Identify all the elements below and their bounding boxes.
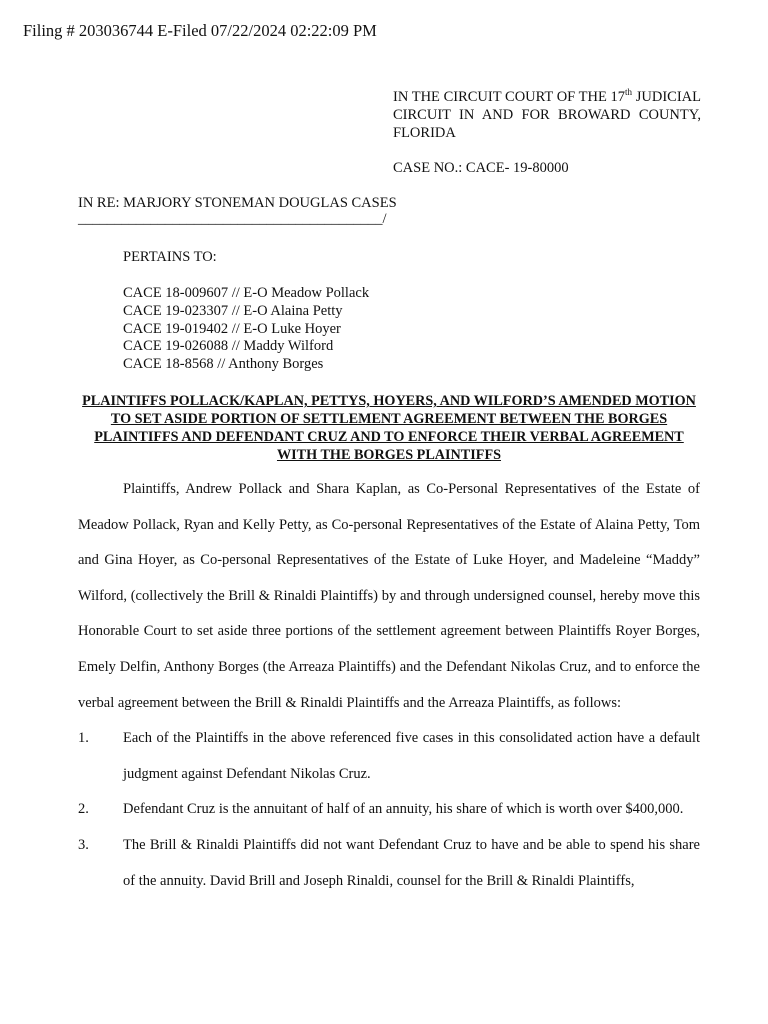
court-caption [393, 88, 701, 142]
paragraph-number: 2. [78, 801, 89, 818]
paragraph-number: 3. [78, 836, 89, 853]
numbered-paragraph [78, 792, 700, 828]
numbered-paragraph [78, 721, 700, 792]
case-list [123, 285, 369, 374]
case-list-item: CACE 19-023307 // E-O Alaina Petty [123, 302, 343, 319]
case-list-item: CACE 18-009607 // E-O Meadow Pollack [123, 285, 370, 301]
pertains-to-label: PERTAINS TO: [123, 249, 217, 265]
caption-rule: __________________________________________/ [78, 211, 387, 227]
court-caption-rest: JUDICIAL CIRCUIT IN AND FOR BROWARD COUNTY, FLORIDA [393, 89, 701, 141]
paragraph-number: 1. [78, 730, 89, 747]
court-caption-text: IN THE CIRCUIT COURT OF THE 17 [393, 89, 626, 105]
motion-title: PLAINTIFFS POLLACK/KAPLAN, PETTYS, HOYERS, AND WILFORD’S AMENDED MOTION TO SET ASIDE PORTION OF SETTLEMENT AGREEMENT BETWEEN THE BORGES PLAINTIFFS AND DEFENDANT CRUZ AND TO ENFORCE THEIR VERBAL AGREEMENT WITH THE BORGES PLAINTIFFS [82, 393, 696, 463]
in-re-caption: IN RE: MARJORY STONEMAN DOUGLAS CASES [78, 195, 397, 211]
paragraph-text: Defendant Cruz is the annuitant of half of an annuity, his share of which is worth over $400,000. [123, 801, 684, 818]
paragraph-text: The Brill & Rinaldi Plaintiffs did not want Defendant Cruz to have and be able to spend his share of the annuity. David Brill and Joseph Rinaldi, counsel for the Brill & Rinaldi Plaintiffs, [123, 836, 700, 889]
numbered-paragraph [78, 828, 700, 899]
case-list-item: CACE 19-026088 // Maddy Wilford [123, 338, 334, 355]
case-number: CASE NO.: CACE- 19-80000 [393, 160, 569, 176]
court-circuit-ordinal: th [625, 87, 633, 98]
filing-header: Filing # 203036744 E-Filed 07/22/2024 02:22:09 PM [23, 21, 377, 40]
intro-paragraph: Plaintiffs, Andrew Pollack and Shara Kaplan, as Co-Personal Representatives of the Estate of Meadow Pollack, Ryan and Kelly Petty, as Co-personal Representatives of the Estate of Alaina Petty, Tom and Gina Hoyer, as Co-personal Representatives of the Estate of Luke Hoyer, and Madeleine “Maddy” Wilford, (collectively the Brill & Rinaldi Plaintiffs) by and through undersigned counsel, hereby move this Honorable Court to set aside three portions of the settlement agreement between Plaintiffs Royer Borges, Emely Delfin, Anthony Borges (the Arreaza Plaintiffs) and the Defendant Nikolas Cruz, and to enforce the verbal agreement between the Brill & Rinaldi Plaintiffs and the Arreaza Plaintiffs, as follows: [78, 481, 700, 711]
paragraph-text: Each of the Plaintiffs in the above referenced five cases in this consolidated action have a default judgment against Defendant Nikolas Cruz. [123, 730, 700, 782]
motion-body [78, 472, 700, 899]
case-list-item: CACE 19-019402 // E-O Luke Hoyer [123, 320, 341, 337]
case-list-item: CACE 18-8568 // Anthony Borges [123, 356, 324, 373]
